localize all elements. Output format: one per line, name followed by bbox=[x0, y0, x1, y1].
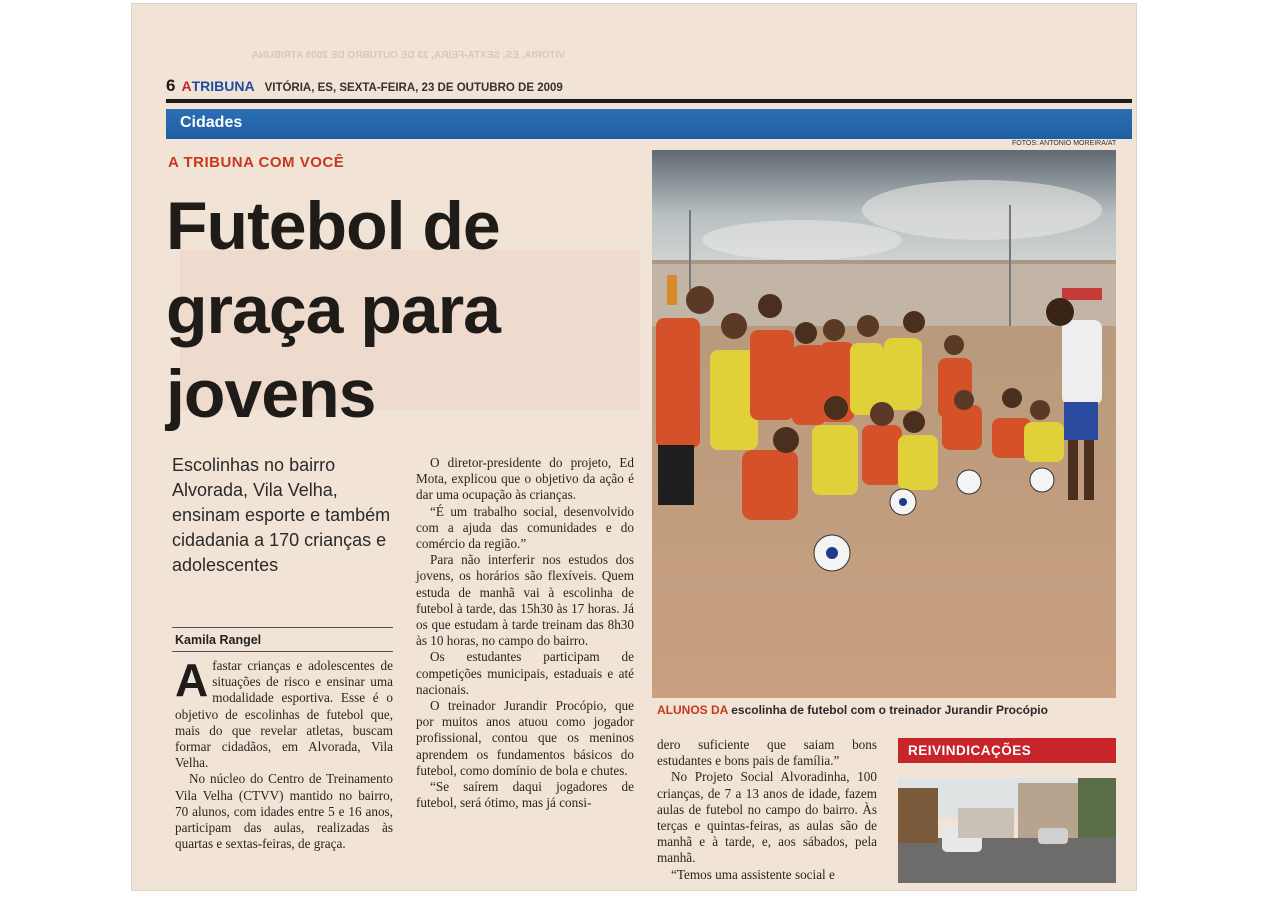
paragraph: “Se saírem daqui jogadores de futebol, será ótimo, mas já consi- bbox=[416, 779, 634, 811]
paragraph: Para não interferir nos estudos dos jovens, os horários são flexíveis. Quem estuda de manhã vai à escolinha de futebol à tarde, das 15h30 às 17 horas. Já os que estudam à tarde treinam das 8h30 às 10 horas, no campo do bairro. bbox=[416, 552, 634, 649]
caption-text: escolinha de futebol com o treinador Jurandir Procópio bbox=[731, 703, 1048, 717]
sidebar-header bbox=[898, 738, 1116, 763]
kicker: A TRIBUNA COM VOCÊ bbox=[168, 154, 345, 171]
article-column-2 bbox=[416, 455, 634, 811]
paragraph: O treinador Jurandir Procópio, que por muitos anos atuou como jogador profissional, contou que os meninos aprendem os fundamentos básicos do futebol, como domínio de bola e chutes. bbox=[416, 698, 634, 778]
street-photo bbox=[898, 778, 1116, 883]
sidebar-title: REIVINDICAÇÕES bbox=[908, 743, 1032, 758]
paragraph: No Projeto Social Alvoradinha, 100 crianças, de 7 a 13 anos de idade, fazem aulas de futebol no campo do bairro. Às terças e quintas-feiras, as aulas são de manhã e à tarde, e, aos sábados, pela manhã. bbox=[657, 769, 877, 866]
paragraph: No núcleo do Centro de Treinamento Vila Velha (CTVV) mantido no bairro, 70 alunos, com idades entre 5 e 16 anos, participam das aulas, realizadas às quartas e sextas-feiras, de graça. bbox=[175, 771, 393, 852]
byline-rule-top bbox=[172, 627, 393, 628]
article-column-3 bbox=[657, 737, 877, 883]
paragraph: dero suficiente que saiam bons estudantes e bons pais de família.” bbox=[657, 737, 877, 769]
team-photo-illustration bbox=[652, 150, 1116, 698]
bleed-through-header: VITÓRIA, ES, SEXTA-FEIRA, 23 DE OUTUBRO DE 2009 ATRIBUNA bbox=[251, 50, 565, 61]
page-folio bbox=[166, 76, 563, 96]
page-number: 6 bbox=[166, 76, 176, 95]
section-bar bbox=[166, 109, 1132, 139]
subheadline: Escolinhas no bairro Alvorada, Vila Velha, ensinam esporte e também cidadania a 170 crianças e adolescentes bbox=[172, 455, 391, 575]
paragraph: Os estudantes participam de competições municipais, estaduais e até nacionais. bbox=[416, 649, 634, 697]
section-title: Cidades bbox=[180, 114, 243, 131]
headline: Futebol de graça para jovens bbox=[166, 188, 500, 432]
photo-credit: FOTOS: ANTONIO MOREIRA/AT bbox=[1012, 140, 1117, 147]
caption-lead: ALUNOS DA bbox=[657, 703, 728, 717]
team-photo bbox=[652, 150, 1116, 698]
newspaper-logo: ATRIBUNA bbox=[181, 78, 255, 94]
dateline: VITÓRIA, ES, SEXTA-FEIRA, 23 DE OUTUBRO DE 2009 bbox=[264, 82, 563, 94]
photo-caption bbox=[657, 703, 1048, 717]
byline: Kamila Rangel bbox=[175, 633, 262, 647]
byline-rule-bottom bbox=[172, 651, 393, 652]
article-column-1 bbox=[175, 654, 393, 852]
paragraph: fastar crianças e adolescentes de situações de risco e ensinar uma modalidade esportiva. Esse é o objetivo de escolinhas de futebol que, mais do que revelar atletas, buscam formar cidadãos, em Alvorada, Vila Velha. bbox=[175, 658, 393, 771]
street-photo-illustration bbox=[898, 778, 1116, 883]
drop-cap: A bbox=[175, 654, 209, 706]
paragraph: “Temos uma assistente social e bbox=[671, 866, 835, 882]
paragraph: O diretor-presidente do projeto, Ed Mota, explicou que o objetivo da ação é dar uma ocupação às crianças. bbox=[416, 455, 634, 503]
paragraph: “É um trabalho social, desenvolvido com a ajuda das comunidades e do comércio da região.” bbox=[416, 503, 634, 552]
header-rule bbox=[166, 99, 1132, 103]
